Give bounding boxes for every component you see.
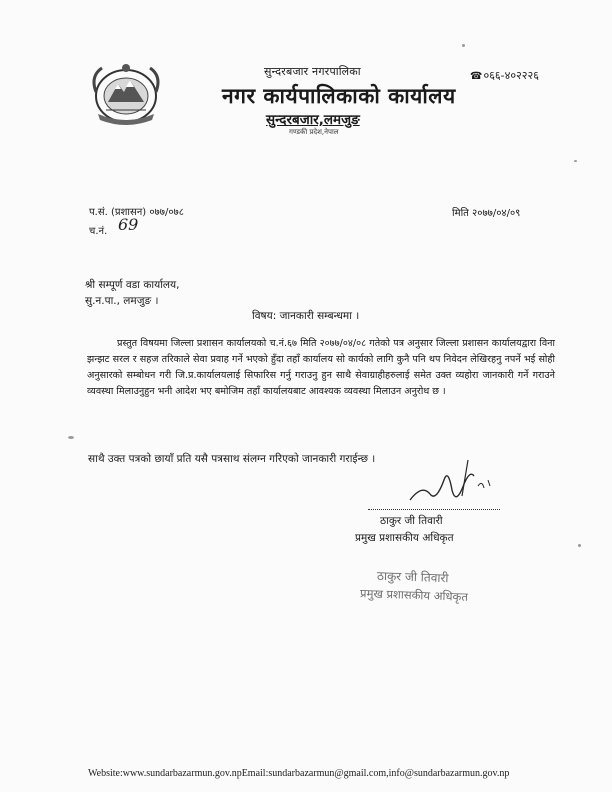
signatory-name: ठाकुर जी तिवारी: [380, 515, 443, 527]
dispatch-number-label: च.नं.: [89, 226, 108, 237]
footer-contact: Website:www.sundarbazarmun.gov.npEmail:sundarbazarmun@gmail.com,info@sundarbazarmun.gov.np: [88, 768, 510, 779]
stamp-name: ठाकुर जी तिवारी: [376, 568, 449, 586]
subject-line: विषय: जानकारी सम्बन्धमा ।: [252, 310, 360, 322]
phone-number: ०६६-४०२२२६: [483, 69, 539, 82]
scan-speck: [578, 544, 581, 547]
recipient-line-2: सु.न.पा., लमजुङ ।: [85, 295, 159, 307]
attachment-note: साथै उक्त पत्रको छायाँ प्रति यसै पत्रसाथ संलग्न गरिएको जानकारी गराईन्छ ।: [88, 453, 376, 465]
stamp-title: प्रमुख प्रशासकीय अधिकृत: [359, 586, 469, 604]
signature-line: [368, 509, 500, 510]
dispatch-number-value: 69: [118, 215, 139, 234]
phone-icon: ☎: [470, 71, 483, 82]
recipient-line-1: श्री सम्पूर्ण वडा कार्यालय,: [85, 279, 180, 291]
government-emblem-icon: [88, 62, 164, 128]
scan-speck: [574, 160, 577, 162]
municipality-name: सुन्दरबजार नगरपालिका: [264, 65, 361, 78]
signatory-title: प्रमुख प्रशासकीय अधिकृत: [355, 532, 454, 544]
office-location: सुन्दरबजार,लमजुङ: [266, 112, 360, 128]
body-paragraph: प्रस्तुत विषयमा जिल्ला प्रशासन कार्यालयको च.नं.६७ मिति २०७७/०४/०८ गतेको पत्र अनुसार जिल्ला प्रशासन कार्यालयद्वारा विना झन्झट सरल र सहज तरिकाले सेवा प्रवाह गर्ने भएको हुँदा तहाँ कार्यालय सो कार्यको लागि कुनै पनि थप निवेदन लेखिरहनु नपर्ने भई सोही अनुसारको सम्बोधन गरी जि.प्र.कार्यालयलाई सिफारिस गर्नु गराउनु हुन साथै सेवाग्राहीहरुलाई समेत उक्त व्यहोरा जानकारी गर्ने गराउने व्यवस्था मिलाउनुहुन भनी आदेश भए बमोजिम तहाँ कार्यालयबाट आवश्यक व्यवस्था मिलाउन अनुरोध छ ।: [87, 338, 555, 398]
scan-speck: [462, 44, 465, 47]
scan-speck: [68, 436, 74, 439]
office-title: नगर कार्यपालिकाको कार्यालय: [222, 84, 456, 108]
province-line: गण्डकी प्रदेश,नेपाल: [289, 128, 339, 136]
letter-date: मिति २०७७/०४/०९: [452, 208, 521, 219]
phone-contact: [470, 68, 539, 83]
reference-number: प.सं. (प्रशासन) ०७७/०७८: [89, 207, 184, 218]
handwritten-signature: [400, 450, 510, 514]
